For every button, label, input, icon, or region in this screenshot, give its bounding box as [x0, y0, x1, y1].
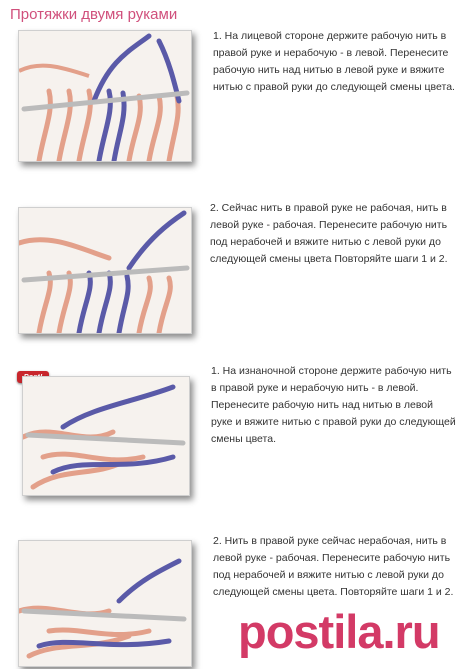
illustration-step-3	[22, 376, 190, 496]
step-2-text: 2. Сейчас нить в правой руке не рабочая, нить в левой руке - рабочая. Перенесите рабочую нить под нерабочей и вяжите нитью с левой руки до следующей смены цвета Повторяйте шаги 1 и 2.	[210, 202, 448, 265]
illustration-step-1	[18, 30, 192, 162]
illustration-step-2	[18, 207, 192, 334]
page-title: Протяжки двумя руками	[10, 6, 178, 23]
step-1-text: 1. На лицевой стороне держите рабочую нить в правой руке и нерабочую - в левой. Перенесите рабочую нить над нитью в левой руке и вяжите нитью с правой руки до следующей смены цвета.	[213, 30, 455, 93]
step-4-text: 2. Нить в правой руке сейчас нерабочая, нить в левой руке - рабочая. Перенесите рабочую нить под нерабочей и вяжите нитью с левой руки до следующей смены цвета. Повторяйте шаги 1 и 2.	[213, 535, 454, 598]
step-3-text: 1. На изнаночной стороне держите рабочую нить в правой руке и нерабочую нить - в левой. Перенесите рабочую нить над нитью в левой руке и вяжите нитью с правой руки до следующей смены цвета.	[211, 365, 456, 445]
illustration-step-4	[18, 540, 192, 667]
watermark-logo: postila.ru	[238, 605, 440, 658]
